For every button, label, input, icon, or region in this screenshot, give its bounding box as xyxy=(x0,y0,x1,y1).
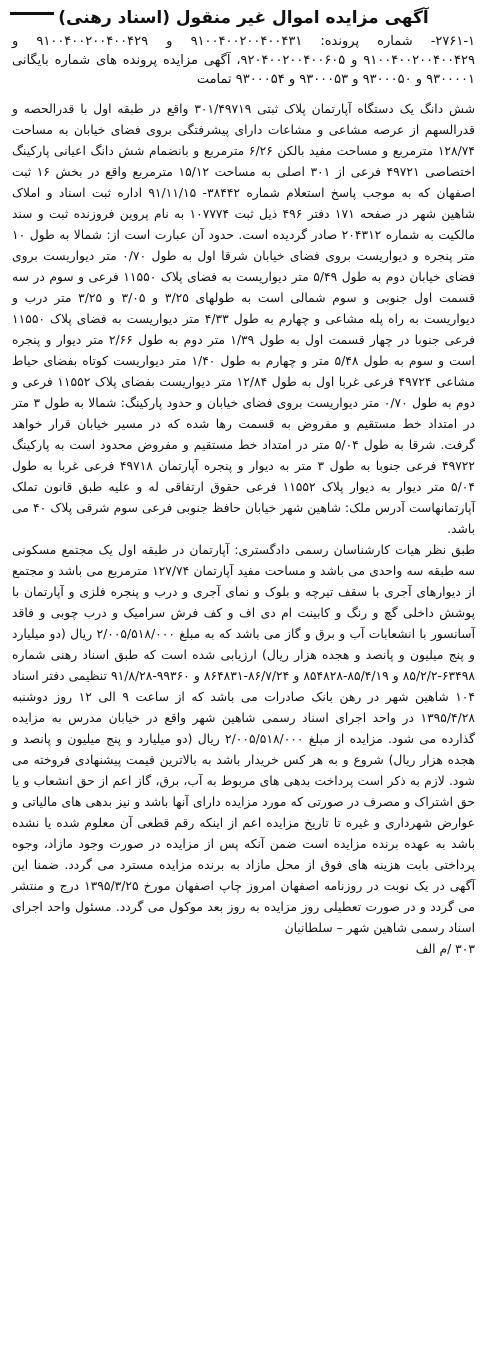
footer-code: ۳۰۳ /م الف xyxy=(415,942,475,956)
top-divider xyxy=(10,12,54,15)
notice-body xyxy=(12,99,475,939)
section-gap xyxy=(12,89,475,99)
property-description: شش دانگ یک دستگاه آپارتمان پلاک ثبتی ۳۰۱/۴۹۷۱۹ واقع در طبقه اول با قدرالحصه و قدرالسهم از عرصه مشاعی و مشاعات دارای پیشرفتگی بروی فضای خیابان به مساحت ۱۲۸/۷۴ مترمربع و مساحت مفید بالکن ۶/۲۶ مترمربع و بانضمام شش دانگ اعیانی پارکینگ اختصاصی ۴۹۷۲۱ فرعی از ۳۰۱ اصلی به مساحت ۱۵/۱۲ مترمربع واقع در بخش ۱۶ ثبت اصفهان که به موجب پاسخ استعلام شماره ۳۸۴۴۲- ۹۱/۱۱/۱۵ اداره ثبت اسناد و املاک شاهین شهر در صفحه ۱۷۱ دفتر ۴۹۶ ذیل ثبت ۱۰۷۷۷۴ به نام پروین فروزنده ثبت و سند مالکیت به شماره ۲۰۴۳۱۲ صادر گردیده است. حدود آن عبارت است از: شمالا به طول ۱۰ متر پنجره و دیواریست بروی فضای خیابان شرقا اول به طول ۰/۷۰ متر دیواریست بروی فضای خیابان دوم به طول ۵/۴۹ متر دیواریست به فضای پلاک ۱۱۵۵۰ فرعی و سوم در سه قسمت اول جنوبی و سوم شمالی است به طولهای ۳/۲۵ و ۳/۰۵ و ۳/۲۵ متر درب و دیواریست به راه پله مشاعی و چهارم به طول ۴/۳۳ متر دیواریست به فضای پلاک ۱۱۵۵۰ فرعی جنوبا در چهار قسمت اول به طول ۱/۳۹ متر دوم به طول ۲/۶۶ متر دیوار و پنجره است و سوم به طول ۵/۴۸ متر و چهارم به طول ۱/۴۰ متر دیواریست کوتاه بفضای حیاط مشاعی ۴۹۷۲۴ فرعی غربا اول به طول ۱۲/۸۴ متر دیواریست بفضای پلاک ۱۱۵۵۲ فرعی و دوم به طول ۰/۷۰ متر دیواریست بروی فضای خیابان و حدود پارکینگ: شمالا به طول ۳ متر در امتداد خط مستقیم و مفروض به قسمت رها شده که در مسیر خیابان قرار خواهد گرفت. شرقا به طول ۵/۰۴ متر در امتداد خط مستقیم و مفروض محدود است به پارکینگ ۴۹۷۲۲ فرعی جنوبا به طول ۳ متر به دیوار و پنجره آپارتمان ۴۹۷۱۸ فرعی غربا به طول ۵/۰۴ متر دیوار به دیوار پلاک ۱۱۵۵۲ فرعی حقوق ارتفاقی له و علیه طبق قانون تملک آپارتمانهاست آدرس ملک: شاهین شهر خیابان حافظ جنوبی فرعی سوم شرقی پلاک ۴۰ می باشد. xyxy=(12,102,476,536)
case-numbers: ۲۷۶۱-۱- شماره پرونده: ۹۱۰۰۴۰۰۲۰۰۴۰۰۴۳۱ و ۹۱۰۰۴۰۰۲۰۰۴۰۰۴۲۹ و ۹۱۰۰۴۰۰۲۰۰۴۰۰۴۲۹ و ۹۲۰۴۰۰۲۰۰۴۰۰۶۰۵، آگهی مزایده پرونده های شماره بایگانی ۹۳۰۰۰۰۱ و ۹۳۰۰۰۵۰ و ۹۳۰۰۰۵۳ و ۹۳۰۰۰۵۴ تمامت xyxy=(12,34,476,87)
notice-footer xyxy=(12,939,475,960)
notice-title: آگهی مزایده اموال غیر منقول (اسناد رهنی) xyxy=(58,8,429,28)
expert-appraisal-terms: طبق نظر هیات کارشناسان رسمی دادگستری: آپارتمان در طبقه اول یک مجتمع مسکونی سه طبقه سه واحدی می باشد و مساحت مفید آپارتمان ۱۲۷/۷۴ مترمربع می باشد و مجتمع از دیوارهای آجری با سقف تیرچه و بلوک و نمای آجری و درب و پنجره فلزی و آپارتمان با پوشش داخلی گچ و رنگ و کابینت ام دی اف و کف فرش سرامیک و درب چوبی و فاقد آسانسور با انشعابات آب و برق و گاز می باشد که به مبلغ ۲/۰۰۵/۵۱۸/۰۰۰ ریال (دو میلیارد و پنج میلیون و پانصد و هجده هزار ریال) ارزیابی شده است که طبق اسناد رهنی شماره ۶۳۴۹۸-۸۵/۲/۲ و ۸۵/۴/۱۹-۸۵۴۸۲۸ و ۸۶/۷/۲۴-۸۶۴۸۳۱ و ۹۹۳۶۰-۹۱/۸/۲۸ تنظیمی دفتر اسناد ۱۰۴ شاهین شهر در رهن بانک صادرات می باشد که از ساعت ۹ الی ۱۲ روز دوشنبه ۱۳۹۵/۴/۲۸ در واحد اجرای اسناد رسمی شاهین شهر واقع در خیابان مدرس به مزایده گذارده می شود. مزایده از مبلغ ۲/۰۰۵/۵۱۸/۰۰۰ ریال (دو میلیارد و پنج میلیون و پانصد و هجده هزار ریال) شروع و به هر کس خریدار باشد به بالاترین قیمت پیشنهادی فروخته می شود. لازم به ذکر است پرداخت بدهی های مربوط به آب، برق، گاز اعم از حق انشعاب و یا حق اشتراک و مصرف در صورتی که مورد مزایده دارای آنها باشد و نیز بدهی های مالیاتی و عوارض شهرداری و غیره تا تاریخ مزایده اعم از اینکه رقم قطعی آن معلوم شده یا نشده باشد به عهده برنده مزایده است ضمن آنکه پس از مزایده در صورت وجود مازاد، وجوه پرداختی بابت هزینه های فوق از محل مازاد به برنده مزایده مسترد می گردد. ضمنا این آگهی در یک نوبت در روزنامه اصفهان امروز چاپ اصفهان مورخ ۱۳۹۵/۳/۲۵ درج و منتشر می گردد و در صورت تعطیلی روز مزایده به روز بعد موکول می گردد. مسئول واحد اجرای اسناد رسمی شاهین شهر – سلطانیان xyxy=(12,543,476,935)
